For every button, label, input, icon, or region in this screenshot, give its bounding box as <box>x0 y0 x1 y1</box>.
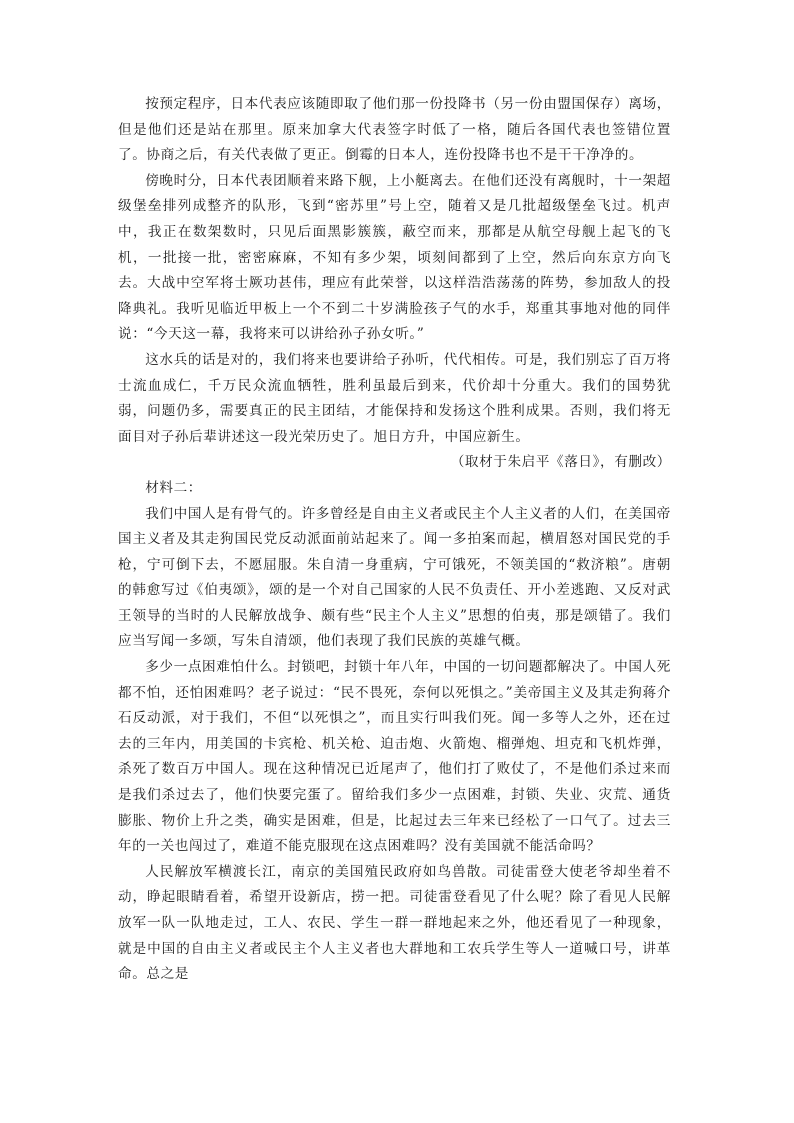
material-2-heading: 材料二： <box>145 479 202 496</box>
material-2-paragraph-3: 人民解放军横渡长江，南京的美国殖民政府如鸟兽散。司徒雷登大使老爷却坐着不动，睁起眼睛看着，希望开设新店，捞一把。司徒雷登看见了什么呢？除了看见人民解放军一队一队地走过，工人、农民、学生一群一群地起来之外，他还看见了一种现象，就是中国的自由主义者或民主个人主义者也大群地和工农兵学生等人一道喊口号，讲革命。总之是 <box>118 863 671 983</box>
document-page <box>118 92 671 988</box>
paragraph-2: 傍晚时分，日本代表团顺着来路下舰，上小艇离去。在他们还没有离舰时，十一架超级堡垒排列成整齐的队形，飞到“密苏里”号上空，随着又是几批超级堡垒飞过。机声中，我正在数架数时，只见后面黑影簇簇，蔽空而来，那都是从航空母舰上起飞的飞机，一批接一批，密密麻麻，不知有多少架，顷刻间都到了上空，然后向东京方向飞去。大战中空军将士厥功甚伟，理应有此荣誉，以这样浩浩荡荡的阵势，参加敌人的投降典礼。我听见临近甲板上一个不到二十岁满脸孩子气的水手，郑重其事地对他的同伴说：“今天这一幕，我将来可以讲给孙子孙女听。” <box>118 172 671 343</box>
source-citation: （取材于朱启平《落日》，有删改） <box>450 454 671 471</box>
paragraph-1: 按预定程序，日本代表应该随即取了他们那一份投降书（另一份由盟国保存）离场，但是他们还是站在那里。原来加拿大代表签字时低了一格，随后各国代表也签错位置了。协商之后，有关代表做了更正。倒霉的日本人，连份投降书也不是干干净净的。 <box>118 96 671 164</box>
paragraph-3: 这水兵的话是对的，我们将来也要讲给子孙听，代代相传。可是，我们别忘了百万将士流血成仁，千万民众流血牺牲，胜利虽最后到来，代价却十分重大。我们的国势犹弱，问题仍多，需要真正的民主团结，才能保持和发扬这个胜利成果。否则，我们将无面目对子孙后辈讲述这一段光荣历史了。旭日方升，中国应新生。 <box>118 351 671 445</box>
material-2-paragraph-2: 多少一点困难怕什么。封锁吧，封锁十年八年，中国的一切问题都解决了。中国人死都不怕，还怕困难吗？老子说过：“民不畏死，奈何以死惧之。”美帝国主义及其走狗蒋介石反动派，对于我们，不但“以死惧之”，而且实行叫我们死。闻一多等人之外，还在过去的三年内，用美国的卡宾枪、机关枪、迫击炮、火箭炮、榴弹炮、坦克和飞机炸弹，杀死了数百万中国人。现在这种情况已近尾声了，他们打了败仗了，不是他们杀过来而是我们杀过去了，他们快要完蛋了。留给我们多少一点困难，封锁、失业、灾荒、通货膨胀、物价上升之类，确实是困难，但是，比起过去三年来已经松了一口气了。过去三年的一关也闯过了，难道不能克服现在这点困难吗？没有美国就不能活命吗？ <box>118 659 671 855</box>
material-2-paragraph-1: 我们中国人是有骨气的。许多曾经是自由主义者或民主个人主义者的人们，在美国帝国主义者及其走狗国民党反动派面前站起来了。闻一多拍案而起，横眉怒对国民党的手枪，宁可倒下去，不愿屈服。朱自清一身重病，宁可饿死，不领美国的“救济粮”。唐朝的韩愈写过《伯夷颂》，颂的是一个对自己国家的人民不负责任、开小差逃跑、又反对武王领导的当时的人民解放战争、颇有些“民主个人主义”思想的伯夷，那是颂错了。我们应当写闻一多颂，写朱自清颂，他们表现了我们民族的英雄气概。 <box>118 505 671 650</box>
